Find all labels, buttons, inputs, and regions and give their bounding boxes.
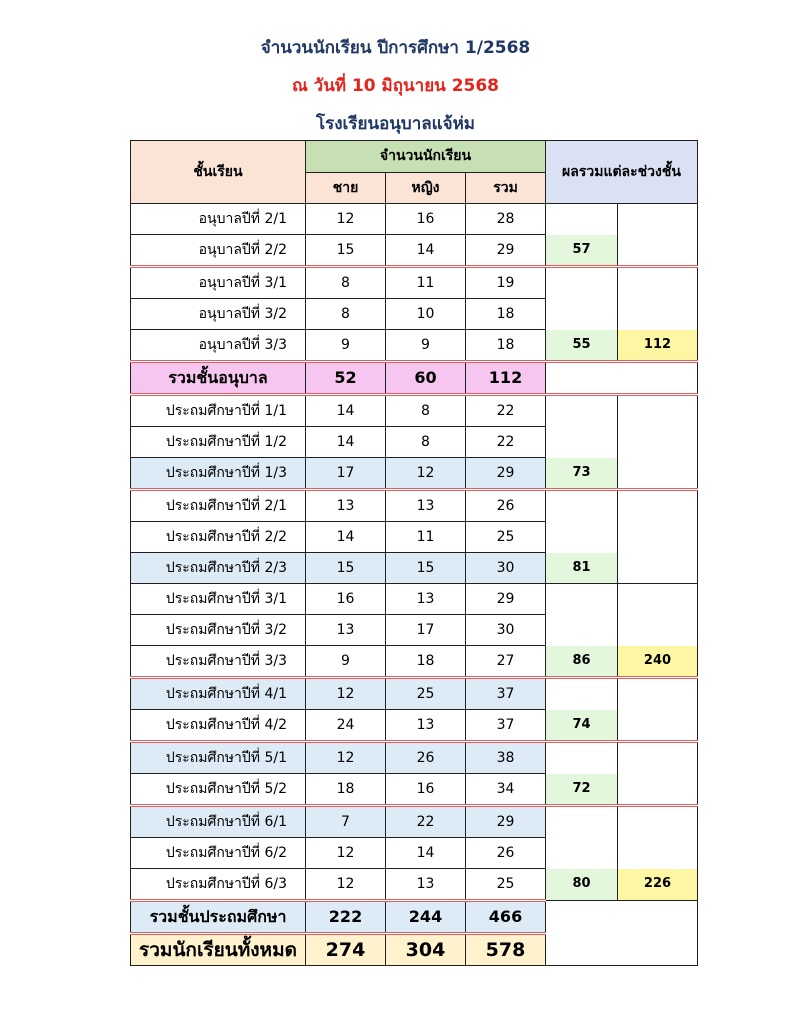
- level-subtotal: [546, 615, 618, 646]
- male-count: 14: [306, 522, 386, 553]
- male-count: 17: [306, 458, 386, 490]
- stage-total: 240: [618, 646, 698, 678]
- table-row: [131, 204, 698, 235]
- class-name: ประถมศึกษาปีที่ 5/2: [131, 774, 306, 806]
- table-row: [131, 742, 698, 774]
- level-subtotal: 73: [546, 458, 618, 490]
- total-count: 28: [466, 204, 546, 235]
- total-count: 26: [466, 490, 546, 522]
- class-name: ประถมศึกษาปีที่ 3/3: [131, 646, 306, 678]
- male-count: 14: [306, 395, 386, 427]
- stage-total: [618, 427, 698, 458]
- kindergarten-total-row: [131, 362, 698, 395]
- class-name: ประถมศึกษาปีที่ 6/2: [131, 838, 306, 869]
- level-subtotal: [546, 490, 618, 522]
- female-count: 13: [386, 710, 466, 742]
- header-student-count: จำนวนนักเรียน: [306, 141, 546, 173]
- female-count: 8: [386, 427, 466, 458]
- female-count: 9: [386, 330, 466, 362]
- level-subtotal: 80: [546, 869, 618, 901]
- female-count: 304: [386, 934, 466, 966]
- total-count: 18: [466, 330, 546, 362]
- male-count: 12: [306, 204, 386, 235]
- total-count: 34: [466, 774, 546, 806]
- table-row: [131, 838, 698, 869]
- class-name: ประถมศึกษาปีที่ 1/3: [131, 458, 306, 490]
- male-count: 7: [306, 806, 386, 838]
- class-name: ประถมศึกษาปีที่ 6/1: [131, 806, 306, 838]
- stage-total: [618, 615, 698, 646]
- female-count: 244: [386, 901, 466, 934]
- male-count: 222: [306, 901, 386, 934]
- class-name: ประถมศึกษาปีที่ 4/1: [131, 678, 306, 710]
- stage-total: [618, 710, 698, 742]
- stage-total: [618, 299, 698, 330]
- class-name: ประถมศึกษาปีที่ 6/3: [131, 869, 306, 901]
- level-subtotal: [546, 678, 618, 710]
- title-line-1: จำนวนนักเรียน ปีการศึกษา 1/2568: [260, 38, 531, 58]
- class-name: ประถมศึกษาปีที่ 5/1: [131, 742, 306, 774]
- table-row: [131, 330, 698, 362]
- stage-total: 112: [618, 330, 698, 362]
- male-count: 16: [306, 584, 386, 615]
- total-count: 30: [466, 553, 546, 584]
- school-name: โรงเรียนอนุบาลแจ้ห่ม: [315, 114, 475, 134]
- female-count: 15: [386, 553, 466, 584]
- stage-total: [618, 774, 698, 806]
- total-count: 37: [466, 710, 546, 742]
- level-subtotal: [546, 267, 618, 299]
- class-name: ประถมศึกษาปีที่ 2/1: [131, 490, 306, 522]
- total-count: 29: [466, 806, 546, 838]
- total-count: 22: [466, 395, 546, 427]
- table-row: [131, 522, 698, 553]
- table-row: [131, 490, 698, 522]
- class-name: อนุบาลปีที่ 3/3: [131, 330, 306, 362]
- male-count: 18: [306, 774, 386, 806]
- stage-total: [618, 742, 698, 774]
- female-count: 11: [386, 522, 466, 553]
- stage-total: [618, 235, 698, 267]
- female-count: 22: [386, 806, 466, 838]
- class-name: อนุบาลปีที่ 3/1: [131, 267, 306, 299]
- male-count: 12: [306, 838, 386, 869]
- female-count: 13: [386, 584, 466, 615]
- table-row: [131, 869, 698, 901]
- female-count: 12: [386, 458, 466, 490]
- stage-total: [618, 458, 698, 490]
- class-name: ประถมศึกษาปีที่ 2/3: [131, 553, 306, 584]
- student-count-table: [130, 140, 698, 966]
- header-total: รวม: [466, 172, 546, 204]
- female-count: 14: [386, 838, 466, 869]
- female-count: 13: [386, 869, 466, 901]
- class-name: อนุบาลปีที่ 3/2: [131, 299, 306, 330]
- male-count: 12: [306, 742, 386, 774]
- total-count: 29: [466, 584, 546, 615]
- level-subtotal: [546, 901, 698, 966]
- total-count: 19: [466, 267, 546, 299]
- male-count: 13: [306, 615, 386, 646]
- total-count: 18: [466, 299, 546, 330]
- table-row: [131, 235, 698, 267]
- class-name: อนุบาลปีที่ 2/2: [131, 235, 306, 267]
- total-count: 112: [466, 362, 546, 395]
- total-count: 27: [466, 646, 546, 678]
- stage-total: 226: [618, 869, 698, 901]
- level-subtotal: [546, 806, 618, 838]
- stage-total: [618, 678, 698, 710]
- table-row: [131, 267, 698, 299]
- total-count: 22: [466, 427, 546, 458]
- title-date: ณ วันที่ 10 มิถุนายน 2568: [291, 76, 500, 96]
- level-subtotal: [546, 584, 618, 615]
- class-name: ประถมศึกษาปีที่ 1/1: [131, 395, 306, 427]
- level-subtotal: 57: [546, 235, 618, 267]
- level-subtotal: [546, 204, 618, 235]
- female-count: 14: [386, 235, 466, 267]
- level-subtotal: 55: [546, 330, 618, 362]
- class-name: รวมชั้นประถมศึกษา: [131, 901, 306, 934]
- male-count: 274: [306, 934, 386, 966]
- female-count: 26: [386, 742, 466, 774]
- male-count: 15: [306, 235, 386, 267]
- male-count: 24: [306, 710, 386, 742]
- level-subtotal: [546, 362, 698, 395]
- male-count: 12: [306, 678, 386, 710]
- female-count: 25: [386, 678, 466, 710]
- male-count: 14: [306, 427, 386, 458]
- male-count: 52: [306, 362, 386, 395]
- total-count: 578: [466, 934, 546, 966]
- level-subtotal: [546, 427, 618, 458]
- table-row: [131, 458, 698, 490]
- total-count: 26: [466, 838, 546, 869]
- male-count: 9: [306, 646, 386, 678]
- class-name: ประถมศึกษาปีที่ 1/2: [131, 427, 306, 458]
- male-count: 13: [306, 490, 386, 522]
- total-count: 37: [466, 678, 546, 710]
- class-name: ประถมศึกษาปีที่ 4/2: [131, 710, 306, 742]
- level-subtotal: [546, 742, 618, 774]
- table-row: [131, 427, 698, 458]
- male-count: 15: [306, 553, 386, 584]
- level-subtotal: 74: [546, 710, 618, 742]
- female-count: 11: [386, 267, 466, 299]
- header-female: หญิง: [386, 172, 466, 204]
- stage-total: [618, 806, 698, 838]
- female-count: 16: [386, 204, 466, 235]
- table-row: [131, 774, 698, 806]
- class-name: ประถมศึกษาปีที่ 3/1: [131, 584, 306, 615]
- stage-total: [618, 204, 698, 235]
- class-name: รวมชั้นอนุบาล: [131, 362, 306, 395]
- level-subtotal: 72: [546, 774, 618, 806]
- total-count: 38: [466, 742, 546, 774]
- table-row: [131, 710, 698, 742]
- total-count: 25: [466, 869, 546, 901]
- stage-total: [618, 838, 698, 869]
- table-row: [131, 678, 698, 710]
- stage-total: [618, 267, 698, 299]
- total-count: 29: [466, 235, 546, 267]
- header-class: ชั้นเรียน: [131, 141, 306, 204]
- table-row: [131, 395, 698, 427]
- stage-total: [618, 584, 698, 615]
- class-name: ประถมศึกษาปีที่ 3/2: [131, 615, 306, 646]
- female-count: 60: [386, 362, 466, 395]
- stage-total: [618, 522, 698, 553]
- stage-total: [618, 395, 698, 427]
- level-subtotal: [546, 395, 618, 427]
- level-subtotal: [546, 522, 618, 553]
- primary-total-row: [131, 901, 698, 934]
- level-subtotal: 81: [546, 553, 618, 584]
- table-row: [131, 299, 698, 330]
- level-subtotal: [546, 299, 618, 330]
- total-count: 25: [466, 522, 546, 553]
- female-count: 13: [386, 490, 466, 522]
- male-count: 8: [306, 299, 386, 330]
- class-name: รวมนักเรียนทั้งหมด: [131, 934, 306, 966]
- table-row: [131, 615, 698, 646]
- female-count: 8: [386, 395, 466, 427]
- header-level-sum: ผลรวมแต่ละช่วงชั้น: [546, 141, 698, 204]
- female-count: 16: [386, 774, 466, 806]
- level-subtotal: 86: [546, 646, 618, 678]
- stage-total: [618, 553, 698, 584]
- table-row: [131, 553, 698, 584]
- male-count: 12: [306, 869, 386, 901]
- total-count: 30: [466, 615, 546, 646]
- female-count: 17: [386, 615, 466, 646]
- stage-total: [618, 490, 698, 522]
- level-subtotal: [546, 838, 618, 869]
- class-name: ประถมศึกษาปีที่ 2/2: [131, 522, 306, 553]
- total-count: 29: [466, 458, 546, 490]
- table-row: [131, 646, 698, 678]
- header-male: ชาย: [306, 172, 386, 204]
- table-row: [131, 584, 698, 615]
- table-row: [131, 806, 698, 838]
- female-count: 10: [386, 299, 466, 330]
- total-count: 466: [466, 901, 546, 934]
- male-count: 9: [306, 330, 386, 362]
- male-count: 8: [306, 267, 386, 299]
- class-name: อนุบาลปีที่ 2/1: [131, 204, 306, 235]
- female-count: 18: [386, 646, 466, 678]
